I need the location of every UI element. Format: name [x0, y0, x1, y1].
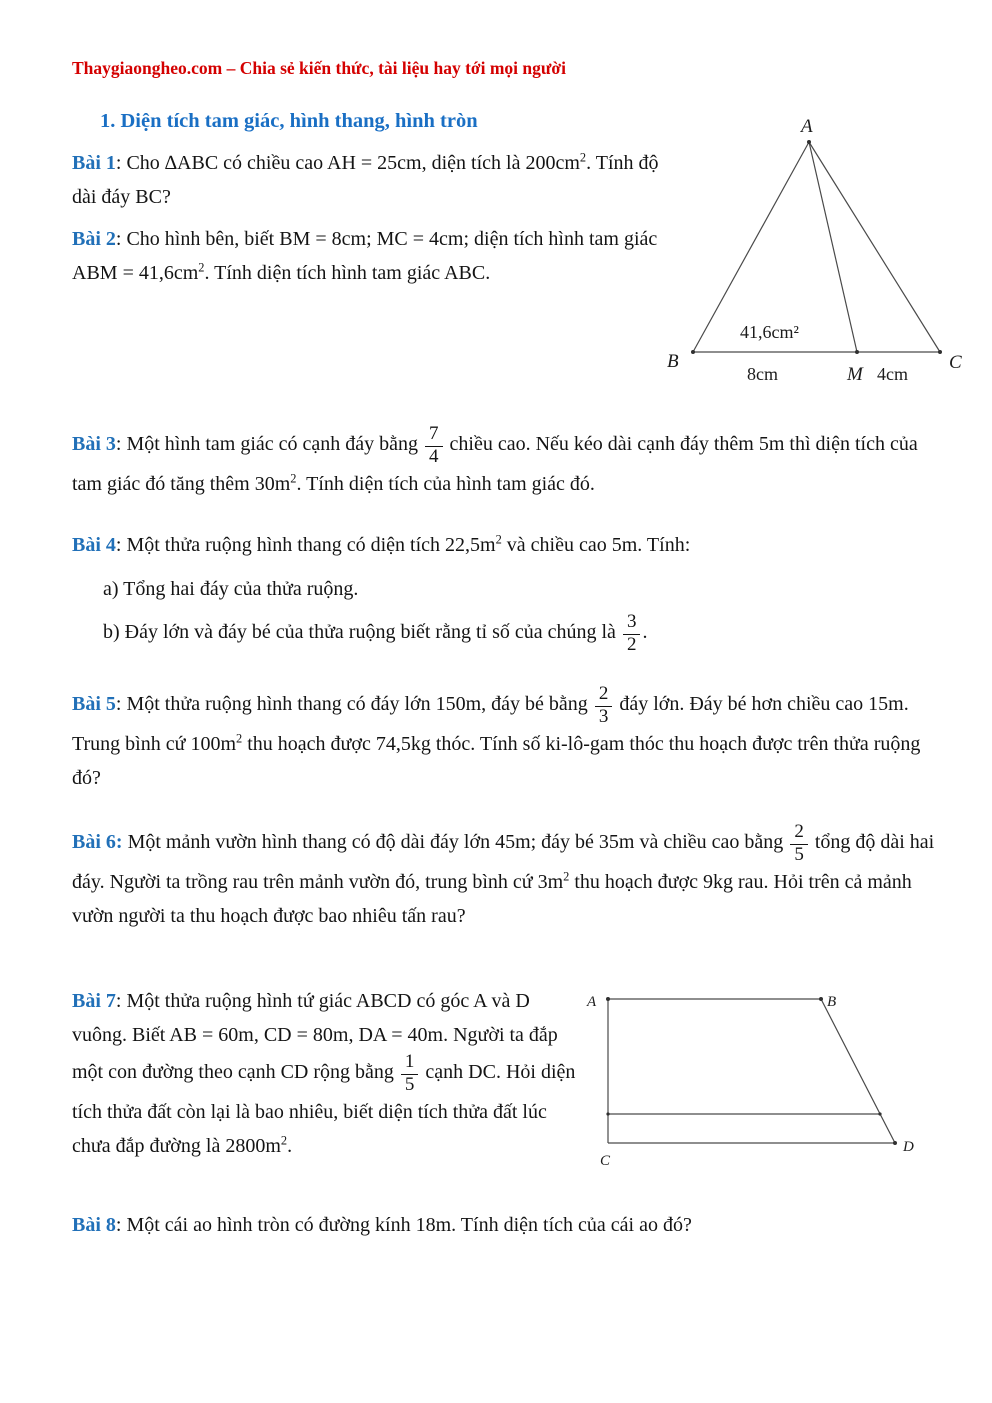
problem-bai-8 — [72, 1208, 952, 1242]
vertex-b-dot — [691, 350, 695, 354]
vertex-a-dot — [807, 140, 811, 144]
problem-text: : Một thửa ruộng hình thang có diện tích $22,5m^2$ và chiều cao 5m. Tính: — [115, 532, 691, 556]
fraction: $\frac{2}{5}$ — [788, 822, 810, 865]
vertex-b-dot — [819, 997, 823, 1001]
vertex-b-label: B — [827, 994, 837, 1010]
problem-label: Bài 4 — [72, 534, 116, 556]
problem-bai-1 — [72, 146, 672, 214]
vertex-a-label: A — [801, 116, 813, 137]
road-right-dot — [878, 1112, 881, 1115]
vertex-a-label: A — [587, 994, 597, 1010]
point-m-label: M — [847, 364, 863, 385]
problem-label: Bài 3 — [72, 433, 116, 456]
segment-bm-label: 8cm — [747, 364, 778, 384]
vertex-c-dot — [938, 350, 942, 354]
problem-text: : Một hình tam giác có cạnh đáy bằng $\frac{7}{4}$ chiều cao. Nếu kéo dài cạnh đáy thêm 5m thì diện tích của tam giác đó tăng thêm $30m^2$. Tính diện tích của hình tam giác đó. — [72, 423, 918, 496]
vertex-c-label: C — [600, 1153, 611, 1169]
vertex-d-dot — [893, 1141, 897, 1145]
vertex-a-dot — [606, 997, 610, 1001]
problem-text: : Một cái ao hình tròn có đường kính 18m. Tính diện tích của cái ao đó? — [115, 1214, 692, 1236]
problem-bai-4-item-a — [103, 572, 903, 606]
problem-text: : Một thửa ruộng hình tứ giác ABCD có góc A và D vuông. Biết AB = 60m, CD = 80m, DA = 40m. Người ta đắp một con đường theo cạnh CD rộng bằng $\frac{1}{5}$ cạnh DC. Hỏi diện tích thửa đất còn lại là bao nhiêu, biết diện tích thửa đất lúc chưa đắp đường là $2800m^2$. — [72, 990, 576, 1158]
fraction: $\frac{1}{5}$ — [399, 1052, 421, 1095]
triangle-side-ac — [809, 142, 940, 352]
point-m-dot — [855, 350, 859, 354]
problem-label: Bài 6: — [72, 831, 123, 854]
item-key: b) — [103, 621, 120, 644]
problem-label: Bài 5 — [72, 693, 116, 716]
problem-label: Bài 7 — [72, 990, 116, 1012]
problem-bai-6 — [72, 822, 952, 933]
quad-side-bd — [821, 999, 895, 1143]
fraction: $\frac{2}{3}$ — [593, 684, 615, 727]
item-key: a) — [103, 578, 119, 600]
trapezoid-figure-svg — [575, 975, 945, 1175]
triangle-cevian-am — [809, 142, 857, 352]
fraction: $\frac{3}{2}$ — [621, 612, 643, 655]
problem-text: Một mảnh vườn hình thang có độ dài đáy lớn 45m; đáy bé 35m và chiều cao bằng $\frac{2}{5}$ tổng độ dài hai đáy. Người ta trồng rau trên mảnh vườn đó, trung bình cứ $3m^2$ thu hoạch được 9kg rau. Hỏi trên cả mảnh vườn người ta thu hoạch được bao nhiêu tấn rau? — [72, 821, 935, 928]
problem-bai-2 — [72, 222, 680, 290]
vertex-c-label: C — [949, 352, 962, 373]
problem-bai-4-item-b — [103, 612, 923, 655]
problem-text: : Một thửa ruộng hình thang có đáy lớn 150m, đáy bé bằng $\frac{2}{3}$ đáy lớn. Đáy bé hơn chiều cao 15m. Trung bình cứ $100m^2$ thu hoạch được 74,5kg thóc. Tính số ki-lô-gam thóc thu hoạch được trên thửa ruộng đó? — [72, 683, 921, 790]
vertex-b-label: B — [667, 351, 679, 372]
triangle-side-ab — [693, 142, 809, 352]
problem-label: Bài 1 — [72, 152, 116, 174]
item-text: Đáy lớn và đáy bé của thửa ruộng biết rằng tỉ số của chúng là $\frac{3}{2}$ . — [119, 611, 648, 655]
section-title: 1. Diện tích tam giác, hình thang, hình tròn — [100, 110, 478, 132]
problem-label: Bài 8 — [72, 1214, 116, 1236]
road-left-dot — [606, 1112, 609, 1115]
problem-bai-3 — [72, 424, 934, 501]
item-text: Tổng hai đáy của thửa ruộng. — [118, 578, 359, 600]
problem-bai-4 — [72, 528, 934, 562]
problem-label: Bài 2 — [72, 228, 116, 250]
site-header-text: Thaygiaongheo.com – Chia sẻ kiến thức, tài liệu hay tới mọi người — [72, 58, 566, 78]
triangle-figure-svg — [655, 100, 992, 395]
vertex-d-label: D — [903, 1139, 914, 1155]
segment-mc-label: 4cm — [877, 364, 908, 384]
triangle-area-label: 41,6cm² — [740, 322, 799, 342]
problem-bai-5 — [72, 684, 944, 795]
problem-text: : Cho hình bên, biết BM = 8cm; MC = 4cm; diện tích hình tam giác ABM = $41,6cm^2$. Tính diện tích hình tam giác ABC. — [72, 228, 658, 284]
problem-text: : Cho ∆ABC có chiều cao AH = 25cm, diện tích là $200cm^2$. Tính độ dài đáy BC? — [72, 150, 659, 208]
problem-bai-7 — [72, 984, 578, 1163]
fraction: $\frac{7}{4}$ — [423, 424, 445, 467]
